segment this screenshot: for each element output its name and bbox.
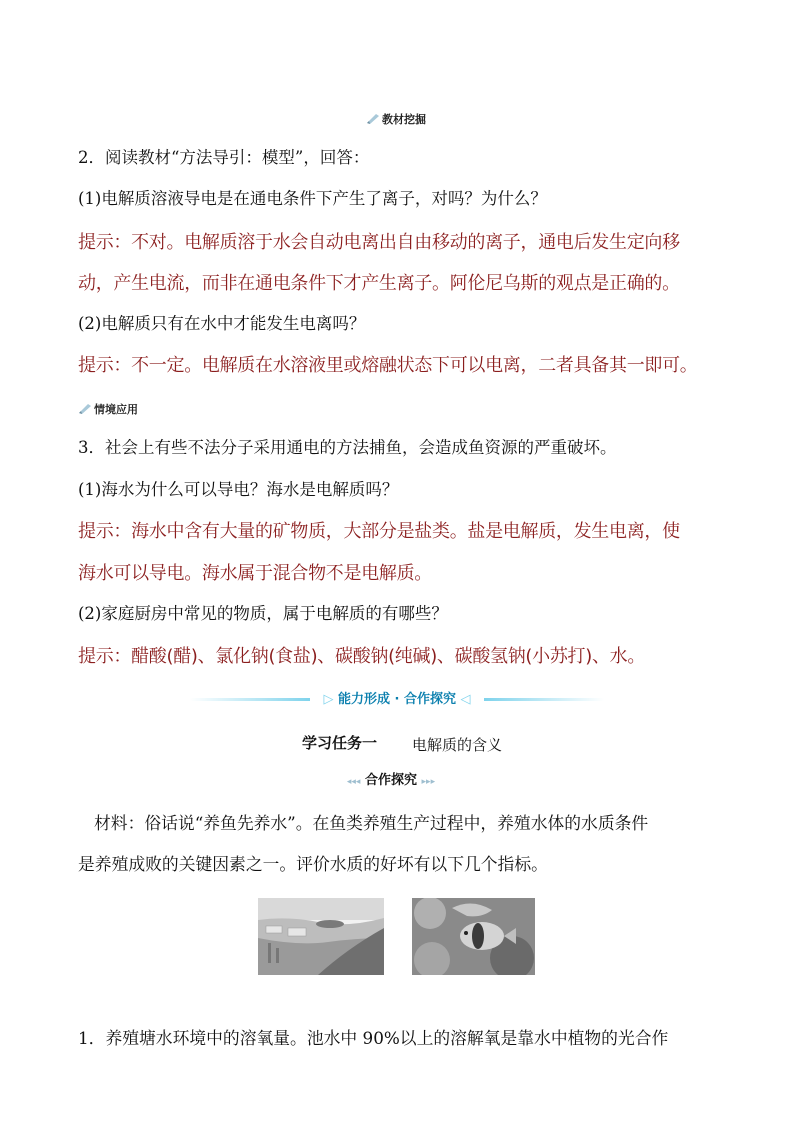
question-2-sub-1: (1)电解质溶液导电是在通电条件下产生了离子，对吗？为什么？: [78, 189, 547, 208]
material-line-2: 是养殖成败的关键因素之一。评价水质的好坏有以下几个指标。: [78, 854, 548, 874]
question-2-sub-2: (2)电解质只有在水中才能发生电离吗？: [78, 314, 366, 333]
banner-title: [190, 689, 604, 711]
hint-2-2: 提示：不一定。电解质在水溶液里或熔融状态下可以电离，二者具备其一即可。: [78, 355, 698, 376]
task-title: 电解质的含义: [412, 736, 503, 754]
banner-arrow-left-icon: ◁: [460, 692, 471, 707]
hint-3-2: 提示：醋酸(醋)、氯化钠(食盐)、碳酸钠(纯碱)、碳酸氢钠(小苏打)、水。: [78, 646, 646, 667]
section-tag-situation: [78, 402, 138, 418]
banner-label: 能力形成 · 合作探究: [338, 692, 456, 707]
double-arrow-right-icon: ▸▸▸: [421, 777, 436, 787]
hint-2-1-line-2: 动，产生电流，而非在通电条件下才产生离子。阿伦尼乌斯的观点是正确的。: [78, 273, 680, 294]
section-tag-label: 情境应用: [94, 403, 138, 416]
hint-3-1-line-1: 提示：海水中含有大量的矿物质，大部分是盐类。盐是电解质，发生电离，使: [78, 521, 680, 542]
hint-3-1-line-2: 海水可以导电。海水属于混合物不是电解质。: [78, 563, 432, 584]
pen-icon: [366, 112, 380, 128]
section-tag-textbook: [366, 112, 426, 128]
question-3-stem: 3．社会上有些不法分子采用通电的方法捕鱼，会造成鱼资源的严重破坏。: [78, 438, 617, 457]
banner-arrow-right-icon: ▷: [323, 692, 334, 707]
item-1-line-1: 1．养殖塘水环境中的溶氧量。池水中 90%以上的溶解氧是靠水中植物的光合作: [78, 1028, 669, 1048]
section-tag-label: 教材挖掘: [382, 113, 426, 126]
material-line-1: 材料：俗话说“养鱼先养水”。在鱼类养殖生产过程中，养殖水体的水质条件: [94, 813, 649, 833]
section-banner: [190, 689, 604, 711]
tropical-fish-image: [412, 898, 535, 975]
pen-icon: [78, 402, 92, 418]
task-label: 学习任务一: [302, 734, 378, 752]
cooperative-inquiry-heading: [346, 772, 436, 791]
cooperative-inquiry-label: 合作探究: [364, 773, 417, 788]
pond-ecosystem-image: [258, 898, 384, 975]
hint-2-1-line-1: 提示：不对。电解质溶于水会自动电离出自由移动的离子，通电后发生定向移: [78, 232, 680, 253]
question-2-stem: 2．阅读教材“方法导引：模型”，回答：: [78, 148, 370, 167]
double-arrow-left-icon: ◂◂◂: [346, 777, 361, 787]
question-3-sub-1: (1)海水为什么可以导电？海水是电解质吗？: [78, 480, 399, 499]
question-3-sub-2: (2)家庭厨房中常见的物质，属于电解质的有哪些？: [78, 604, 448, 623]
